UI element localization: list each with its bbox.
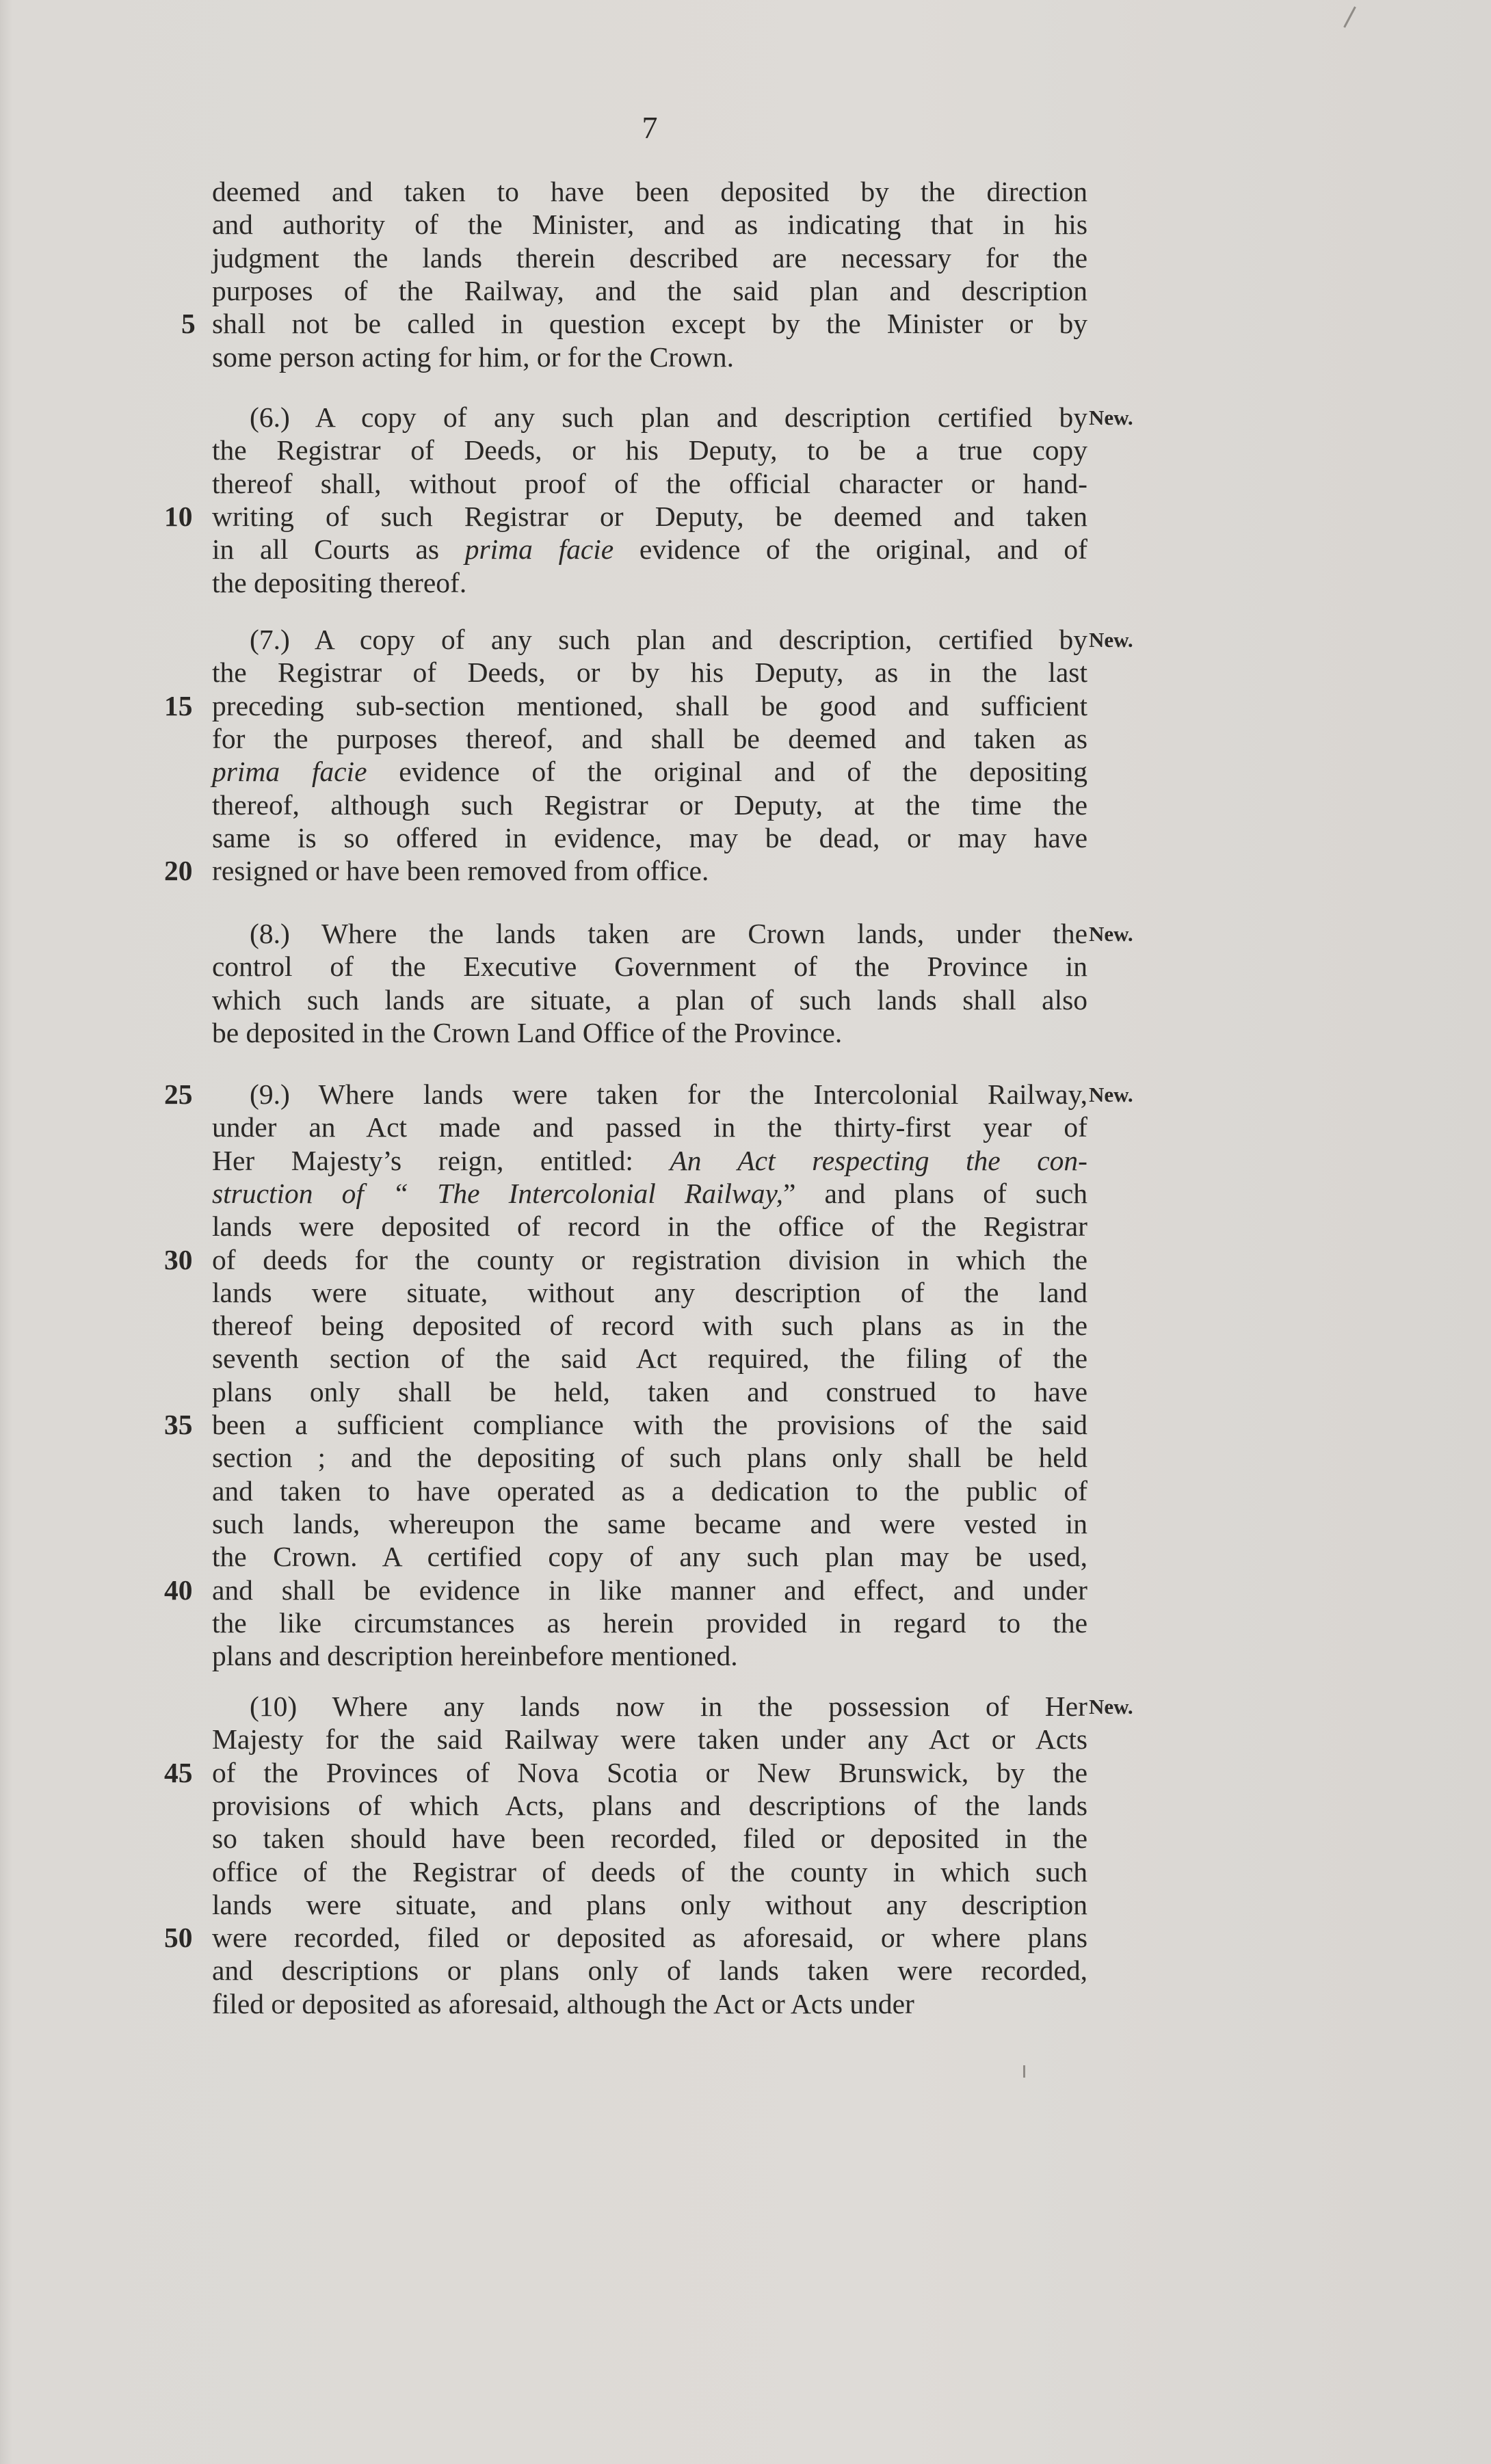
text-line: and shall be evidence in like manner and effect, and under [212,1574,1087,1606]
text-line: shall not be called in question except by the Minister or by [212,308,1087,340]
text-line: writing of such Registrar or Deputy, be deemed and taken [212,500,1087,532]
text-line: purposes of the Railway, and the said plan and description [212,274,1087,306]
text-line: and taken to have operated as a dedication to the public of [212,1474,1087,1507]
text-line: thereof, although such Registrar or Deputy, at the time the [212,789,1087,821]
line-number: 25 [164,1078,193,1110]
text-line: the depositing thereof. [212,566,467,598]
pencil-mark [1023,2065,1025,2078]
text-line: thereof being deposited of record with such plans as in the [212,1310,1087,1342]
line-number: 30 [164,1243,193,1275]
pencil-mark [1343,6,1356,27]
margin-note: New. [1089,922,1133,946]
text-line: (7.) A copy of any such plan and description, certified by [250,624,1087,655]
text-line: section ; and the depositing of such plans only shall be held [212,1442,1087,1474]
text-line: struction of “ The Intercolonial Railway,” and plans of such [212,1177,1087,1209]
text-line: been a sufficient compliance with the provisions of the said [212,1409,1087,1440]
margin-note: New. [1089,628,1133,652]
line-number: 20 [164,855,193,887]
text-line: and descriptions or plans only of lands taken were recorded, [212,1955,1087,1987]
line-number: 10 [164,500,193,532]
text-line: lands were deposited of record in the office of the Registrar [212,1210,1087,1243]
text-line: resigned or have been removed from office. [212,855,709,887]
text-line: be deposited in the Crown Land Office of the Province. [212,1016,843,1048]
margin-note: New. [1089,406,1133,429]
text-line: plans only shall be held, taken and construed to have [212,1375,1087,1407]
text-line: control of the Executive Government of the Province in [212,951,1087,983]
italic-phrase: struction of “ The Intercolonial Railway, [212,1177,783,1209]
text-line: provisions of which Acts, plans and descriptions of the lands [212,1789,1087,1821]
line-number: 40 [164,1574,193,1606]
text-line: Her Majesty’s reign, entitled: An Act respecting the con- [212,1144,1087,1176]
line-number: 45 [164,1756,193,1788]
text-line: deemed and taken to have been deposited by the direction [212,176,1087,207]
text-line: so taken should have been recorded, filed or deposited in the [212,1823,1087,1855]
text-line: of deeds for the county or registration division in which the [212,1243,1087,1275]
line-number: 15 [164,689,193,721]
text-line: lands were situate, without any description of the land [212,1276,1087,1308]
margin-note: New. [1089,1083,1133,1107]
text-line: the Registrar of Deeds, or by his Deputy, as in the last [212,657,1087,689]
line-number: 5 [181,308,196,340]
text-line: prima facie evidence of the original and of the depositing [212,756,1087,788]
text-line: preceding sub-section mentioned, shall be good and sufficient [212,689,1087,721]
text-line: (8.) Where the lands taken are Crown lands, under the [250,918,1087,949]
text-line: (6.) A copy of any such plan and description certified by [250,401,1087,433]
line-number: 50 [164,1922,193,1954]
line-number: 35 [164,1409,193,1440]
text-line: office of the Registrar of deeds of the county in which such [212,1855,1087,1887]
text-line: and authority of the Minister, and as indicating that in his [212,209,1087,241]
text-line: for the purposes thereof, and shall be deemed and taken as [212,722,1087,754]
page-number: 7 [642,110,658,145]
text-line: were recorded, filed or deposited as aforesaid, or where plans [212,1922,1087,1954]
text-line: the like circumstances as herein provided in regard to the [212,1606,1087,1639]
text-line: the Crown. A certified copy of any such plan may be used, [212,1541,1087,1573]
italic-phrase: prima facie [212,756,367,788]
text-line: which such lands are situate, a plan of such lands shall also [212,983,1087,1016]
text-line: seventh section of the said Act required, the filing of the [212,1342,1087,1375]
text-line: judgment the lands therein described are necessary for the [212,241,1087,274]
text-line: same is so offered in evidence, may be dead, or may have [212,821,1087,853]
text-line: under an Act made and passed in the thirty-first year of [212,1111,1087,1143]
text-line: of the Provinces of Nova Scotia or New Brunswick, by the [212,1756,1087,1788]
italic-phrase: An Act respecting the con- [670,1144,1087,1176]
text-line: plans and description hereinbefore mentioned. [212,1640,738,1672]
text-line: lands were situate, and plans only without any description [212,1888,1087,1920]
text-line: some person acting for him, or for the Crown. [212,341,734,373]
text-line: Majesty for the said Railway were taken under any Act or Acts [212,1723,1087,1756]
text-line: in all Courts as prima facie evidence of the original, and of [212,533,1087,566]
text-line: the Registrar of Deeds, or his Deputy, to be a true copy [212,434,1087,466]
text-line: (10) Where any lands now in the possession of Her [250,1691,1087,1722]
text-line: filed or deposited as aforesaid, although the Act or Acts under [212,1987,914,2019]
text-line: such lands, whereupon the same became and were vested in [212,1507,1087,1539]
text-line: thereof shall, without proof of the official character or hand- [212,467,1087,499]
italic-phrase: prima facie [464,533,614,566]
margin-note: New. [1089,1695,1133,1719]
text-line: (9.) Where lands were taken for the Intercolonial Railway, [250,1078,1087,1110]
